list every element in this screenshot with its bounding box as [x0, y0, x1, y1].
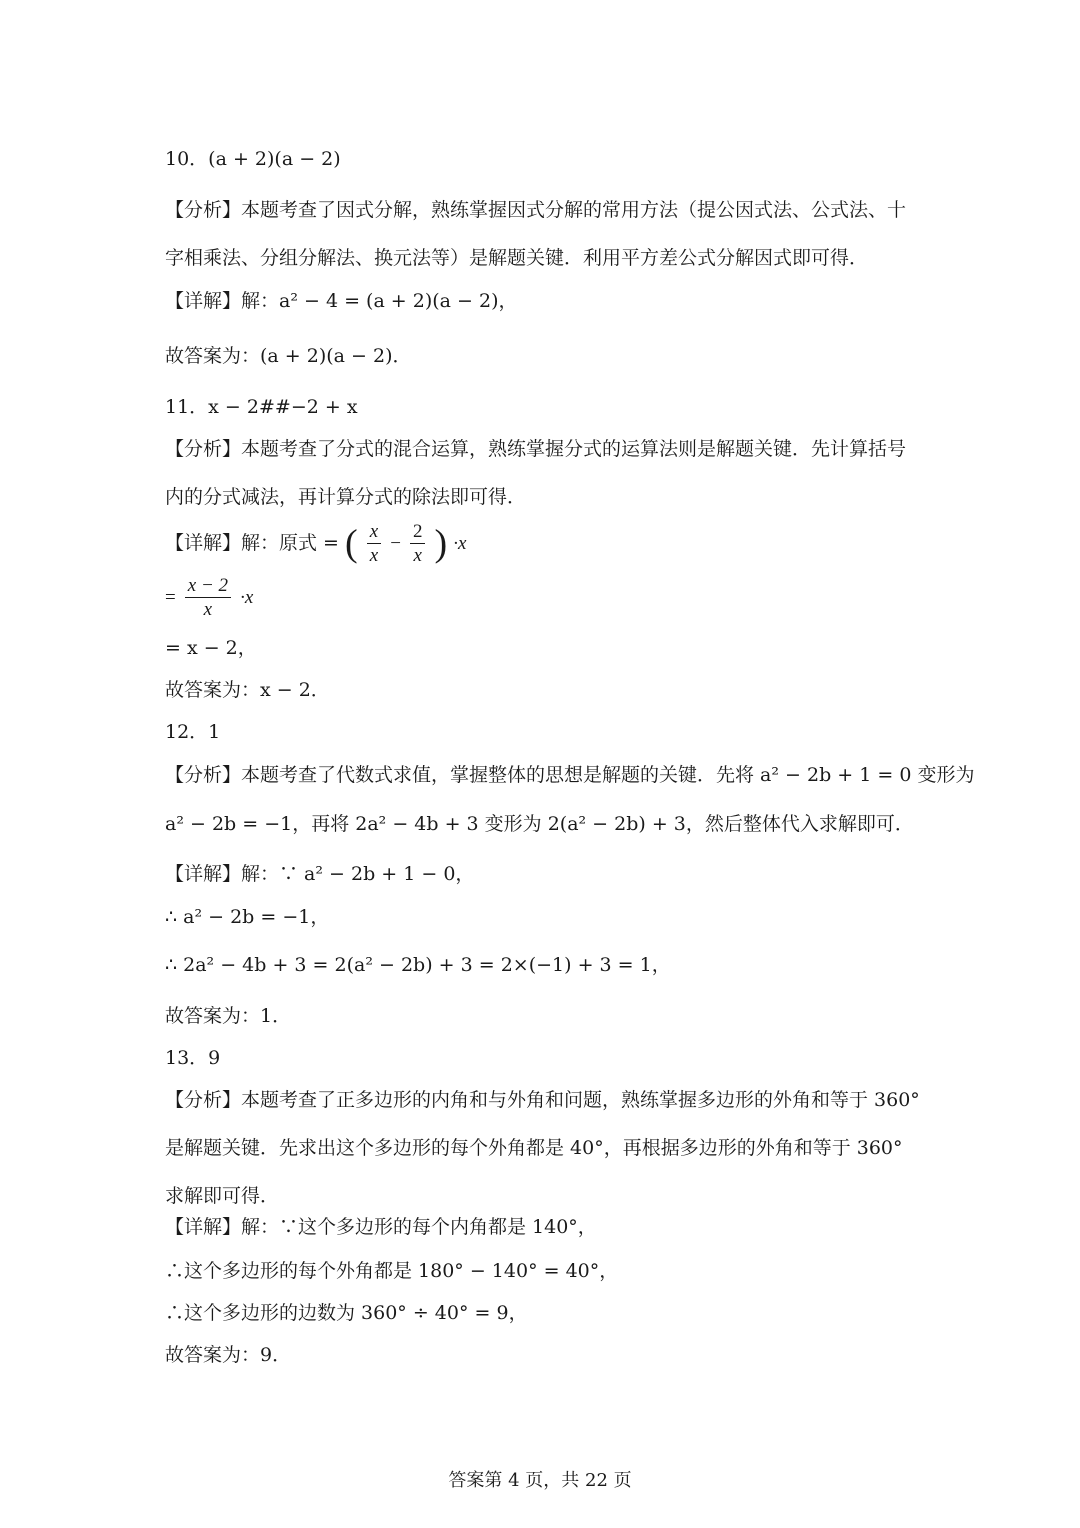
q11-step3: = x − 2，: [165, 637, 257, 659]
q12-step3: ∴ 2a² − 4b + 3 = 2(a² − 2b) + 3 = 2×(−1) + 3 = 1，: [165, 954, 671, 976]
q12-detail: 【详解】解：∵ a² − 2b + 1 − 0，: [165, 863, 475, 885]
q11-step2: = $\frac{x - 2}{x}$ ·x: [165, 575, 254, 620]
q11-answer: 故答案为：x − 2．: [165, 679, 330, 701]
q12-answer: 故答案为：1．: [165, 1005, 292, 1027]
q12-analysis-2: a² − 2b = −1，再将 2a² − 4b + 3 变形为 2(a² − 2b) + 3，然后整体代入求解即可．: [165, 813, 914, 835]
q13-header: 13．9: [165, 1047, 221, 1069]
q12-step2: ∴ a² − 2b = −1，: [165, 906, 330, 928]
q11-detail-prefix: 【详解】解：原式 =: [165, 532, 339, 554]
q12-analysis-1: 【分析】本题考查了代数式求值，掌握整体的思想是解题的关键．先将 a² − 2b + 1 = 0 变形为: [165, 764, 975, 786]
q11-analysis: 【分析】本题考查了分式的混合运算，熟练掌握分式的运算法则是解题关键．先计算括号内的分式减法，再计算分式的除法即可得．: [165, 438, 907, 508]
q13-step3: ∴这个多边形的边数为 360° ÷ 40° = 9，: [165, 1302, 528, 1324]
q10-analysis: 【分析】本题考查了因式分解，熟练掌握因式分解的常用方法（提公因式法、公式法、十字相乘法、分组分解法、换元法等）是解题关键．利用平方差公式分解因式即可得．: [165, 199, 907, 269]
q11-step2-frac: $\frac{x - 2}{x}$: [185, 576, 231, 619]
page-footer: 答案第 4 页，共 22 页: [448, 1470, 632, 1491]
q12-header: 12．1: [165, 721, 221, 743]
q11-frac1: $\frac{x}{x}$: [367, 522, 381, 565]
q11-header: 11．x − 2##−2 + x: [165, 396, 358, 418]
q13-answer: 故答案为：9．: [165, 1344, 292, 1366]
paren-close-icon: ): [434, 522, 448, 565]
paren-open-icon: (: [345, 522, 358, 565]
q10-detail: 【详解】解：a² − 4 = (a + 2)(a − 2)，: [165, 290, 518, 312]
q11-frac2: $\frac{2}{x}$: [410, 522, 426, 565]
q11-detail: [165, 522, 466, 565]
q13-analysis: 【分析】本题考查了正多边形的内角和与外角和问题，熟练掌握多边形的外角和等于 360° 是解题关键．先求出这个多边形的每个外角都是 40°，再根据多边形的外角和等于 360° 求解即可得．: [165, 1089, 920, 1207]
q11-minus: −: [390, 533, 401, 554]
q10-answer: 故答案为：(a + 2)(a − 2)．: [165, 345, 412, 367]
q10-header: 10．(a + 2)(a − 2): [165, 148, 341, 170]
q11-times-x: ·x: [453, 533, 467, 554]
q13-step2: ∴这个多边形的每个外角都是 180° − 140° = 40°，: [165, 1260, 619, 1282]
q13-detail: 【详解】解：∵这个多边形的每个内角都是 140°，: [165, 1216, 597, 1238]
